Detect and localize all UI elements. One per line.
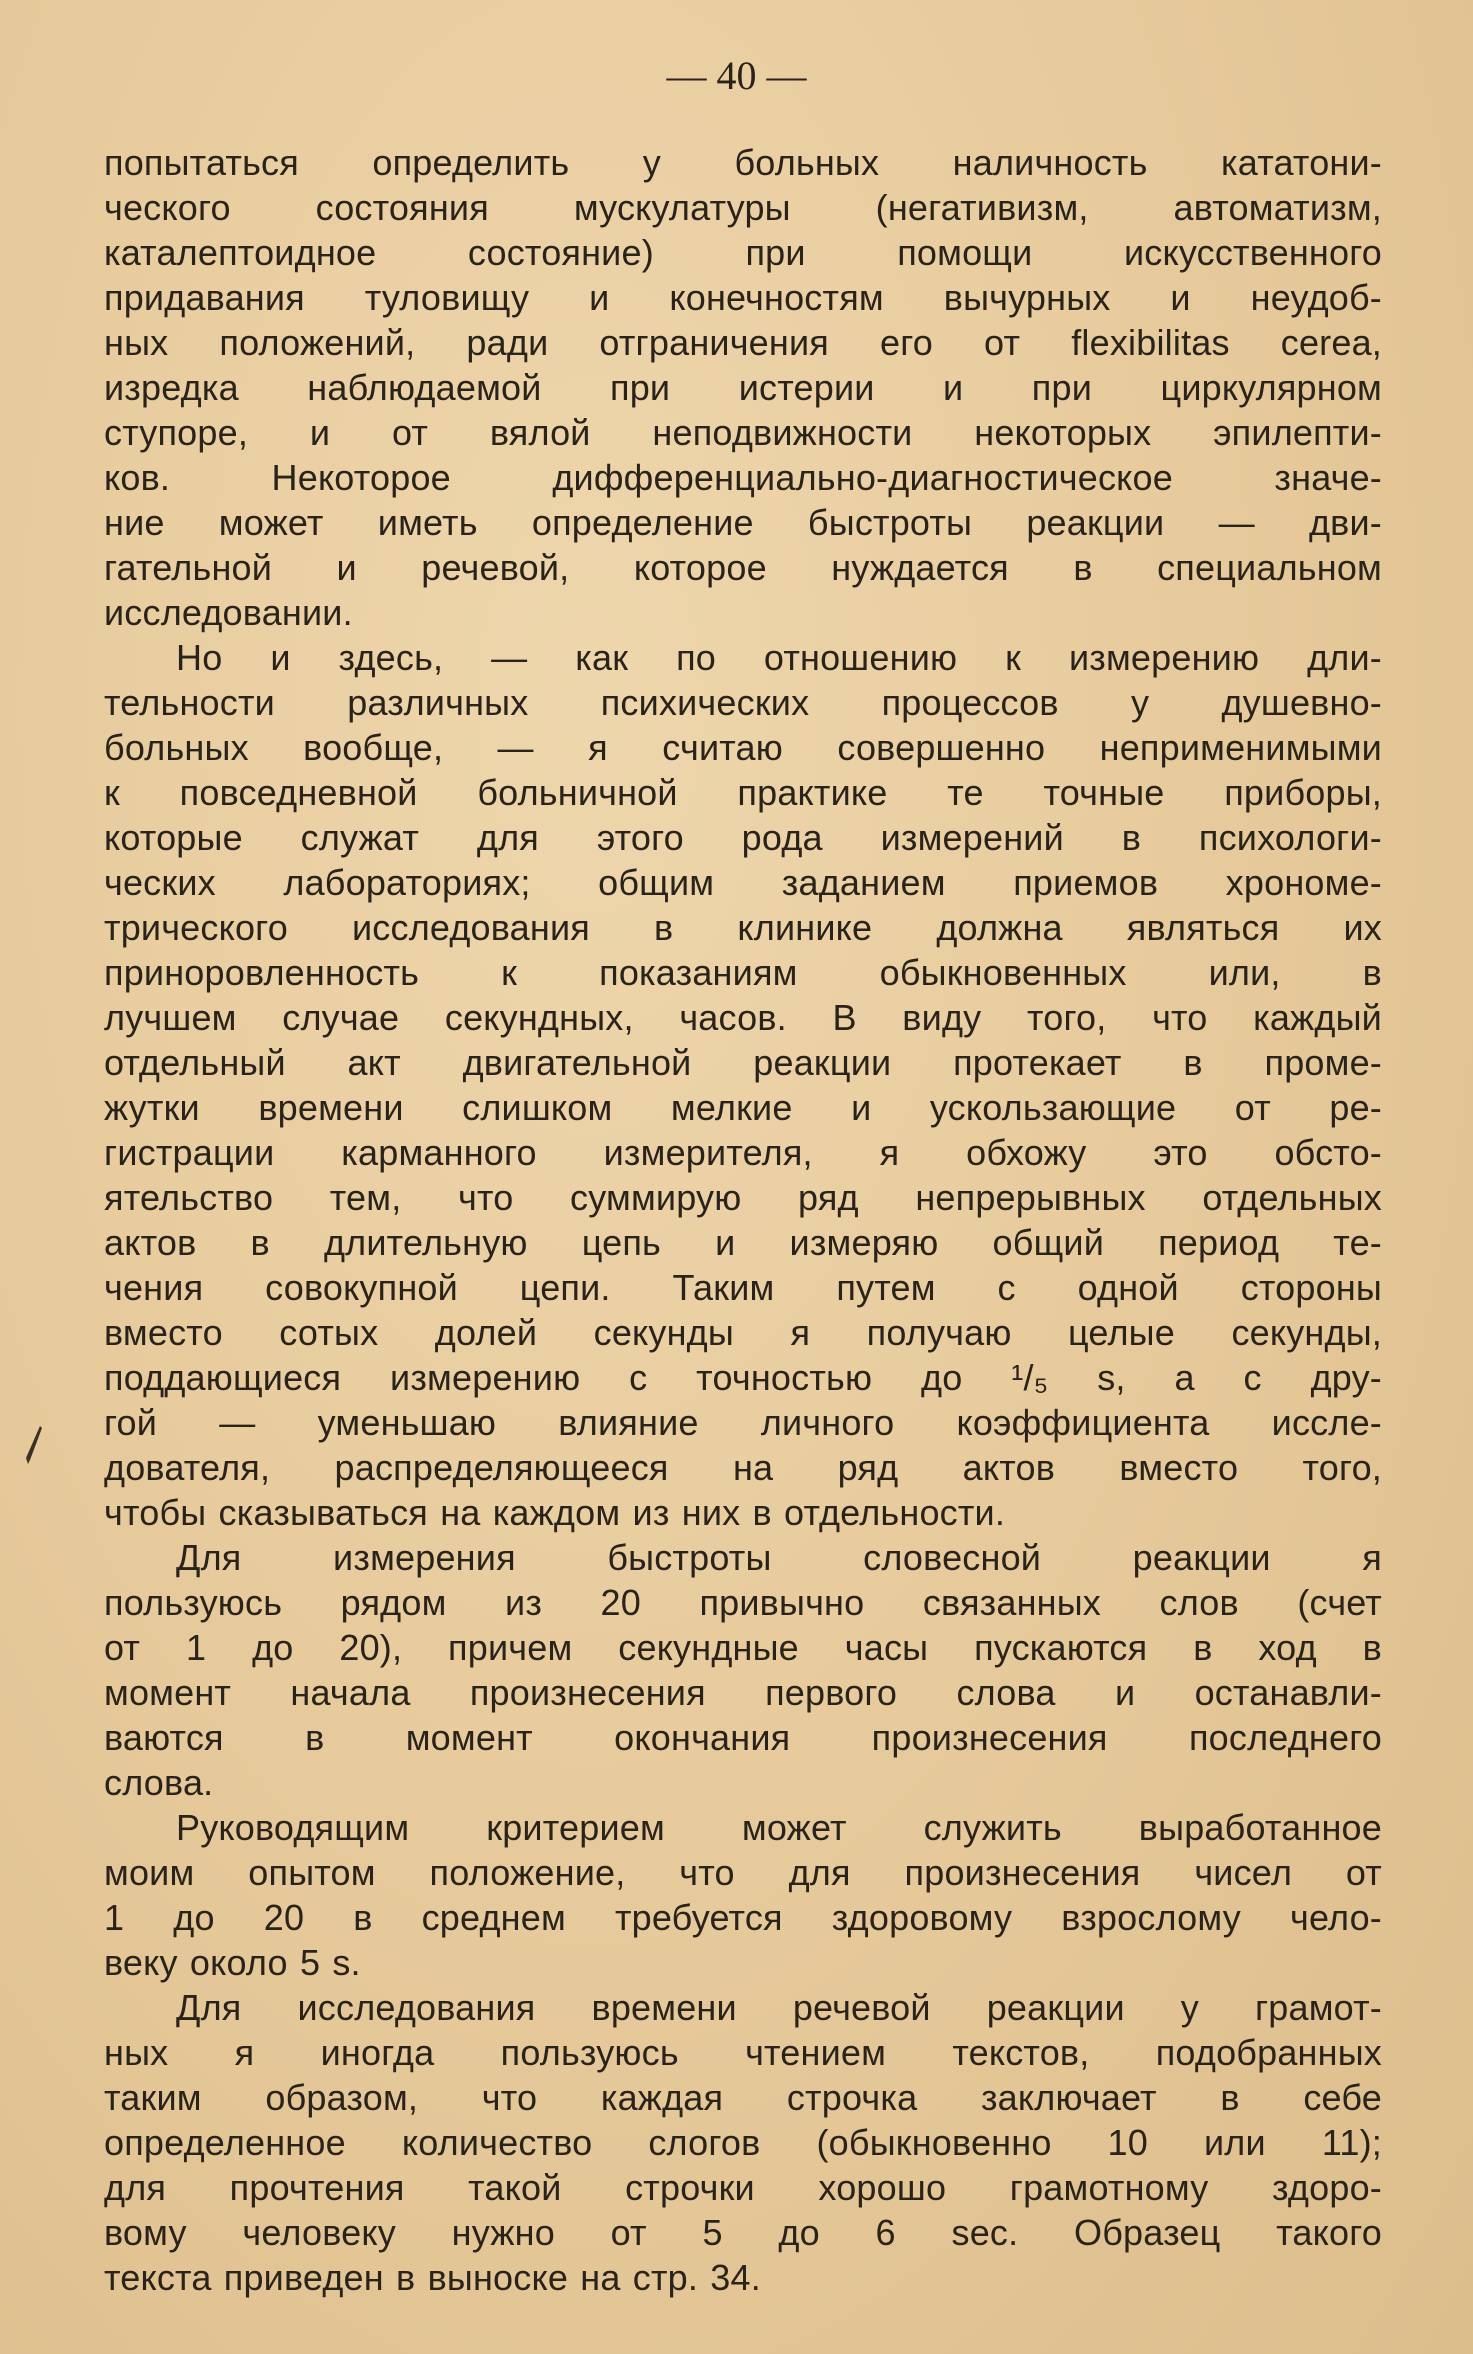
text-line: вому человеку нужно от 5 до 6 sec. Образец такого [104,2212,1382,2253]
text-line: тельности различных психических процессов у душевно- [104,682,1382,723]
text-line: пользуюсь рядом из 20 привычно связанных слов (счет [104,1582,1382,1623]
text-line: веку около 5 s. [104,1942,361,1983]
text-line: слова. [104,1762,214,1803]
paragraph [104,1805,1382,1985]
text-line: актов в длительную цепь и измеряю общий период те- [104,1222,1382,1263]
text-line: таким образом, что каждая строчка заключает в себе [104,2077,1382,2118]
text-line: которые служат для этого рода измерений в психологи- [104,817,1382,858]
text-line: попытаться определить у больных наличность кататони- [104,142,1382,183]
text-line: для прочтения такой строчки хорошо грамотному здоро- [104,2167,1382,2208]
text-line: гой — уменьшаю влияние личного коэффициента иссле- [104,1402,1382,1443]
text-line: поддающиеся измерению с точностью до ¹/₅ s, а с дру- [104,1357,1382,1398]
text-line: чтобы сказываться на каждом из них в отдельности. [104,1492,1006,1533]
text-line: ваются в момент окончания произнесения последнего [104,1717,1382,1758]
text-line: к повседневной больничной практике те точные приборы, [104,772,1382,813]
page-number: — 40 — [666,53,807,98]
text-line: текста приведен в выноске на стр. 34. [104,2257,761,2298]
text-line: ных положений, ради отграничения его от flexibilitas cerea, [104,322,1382,363]
text-line: ступоре, и от вялой неподвижности некоторых эпилепти- [104,412,1382,453]
paragraph [104,635,1382,1535]
text-line: каталептоидное состояние) при помощи искусственного [104,232,1382,273]
paragraph [104,1985,1382,2300]
text-line: ков. Некоторое дифференциально-диагностическое значе- [104,457,1382,498]
text-line: дователя, распределяющееся на ряд актов вместо того, [104,1447,1382,1488]
text-line: ятельство тем, что суммирую ряд непрерывных отдельных [104,1177,1382,1218]
text-line: придавания туловищу и конечностям вычурных и неудоб- [104,277,1382,318]
text-line: от 1 до 20), причем секундные часы пускаются в ход в [104,1627,1382,1668]
text-line: гательной и речевой, которое нуждается в специальном [104,547,1382,588]
text-line: Руководящим критерием может служить выработанное [176,1807,1382,1848]
text-line: приноровленность к показаниям обыкновенных или, в [104,952,1382,993]
text-line: Для исследования времени речевой реакции у грамот- [176,1987,1382,2028]
text-line: исследовании. [104,592,353,633]
text-line: ческого состояния мускулатуры (негативизм, автоматизм, [104,187,1382,228]
text-line: ние может иметь определение быстроты реакции — дви- [104,502,1382,543]
paragraph [104,1535,1382,1805]
text-line: изредка наблюдаемой при истерии и при циркулярном [104,367,1382,408]
text-line: определенное количество слогов (обыкновенно 10 или 11); [104,2122,1382,2163]
body-text [104,140,1382,2300]
text-line: больных вообще, — я считаю совершенно неприменимыми [104,727,1382,768]
text-line: ческих лабораториях; общим заданием приемов хрономе- [104,862,1382,903]
text-line: моим опытом положение, что для произнесения чисел от [104,1852,1382,1893]
text-line: момент начала произнесения первого слова и останавли- [104,1672,1382,1713]
paragraph [104,140,1382,635]
text-line: лучшем случае секундных, часов. В виду того, что каждый [104,997,1382,1038]
text-line: Для измерения быстроты словесной реакции я [176,1537,1382,1578]
text-line: 1 до 20 в среднем требуется здоровому взрослому чело- [104,1897,1382,1938]
text-line: гистрации карманного измерителя, я обхожу это обсто- [104,1132,1382,1173]
text-line: вместо сотых долей секунды я получаю целые секунды, [104,1312,1382,1353]
margin-pencil-mark [18,1418,48,1466]
text-line: отдельный акт двигательной реакции протекает в проме- [104,1042,1382,1083]
text-line: чения совокупной цепи. Таким путем с одной стороны [104,1267,1382,1308]
text-line: трического исследования в клинике должна являться их [104,907,1382,948]
text-line: Но и здесь, — как по отношению к измерению дли- [176,637,1382,678]
text-line: ных я иногда пользуюсь чтением текстов, подобранных [104,2032,1382,2073]
text-line: жутки времени слишком мелкие и ускользающие от ре- [104,1087,1382,1128]
